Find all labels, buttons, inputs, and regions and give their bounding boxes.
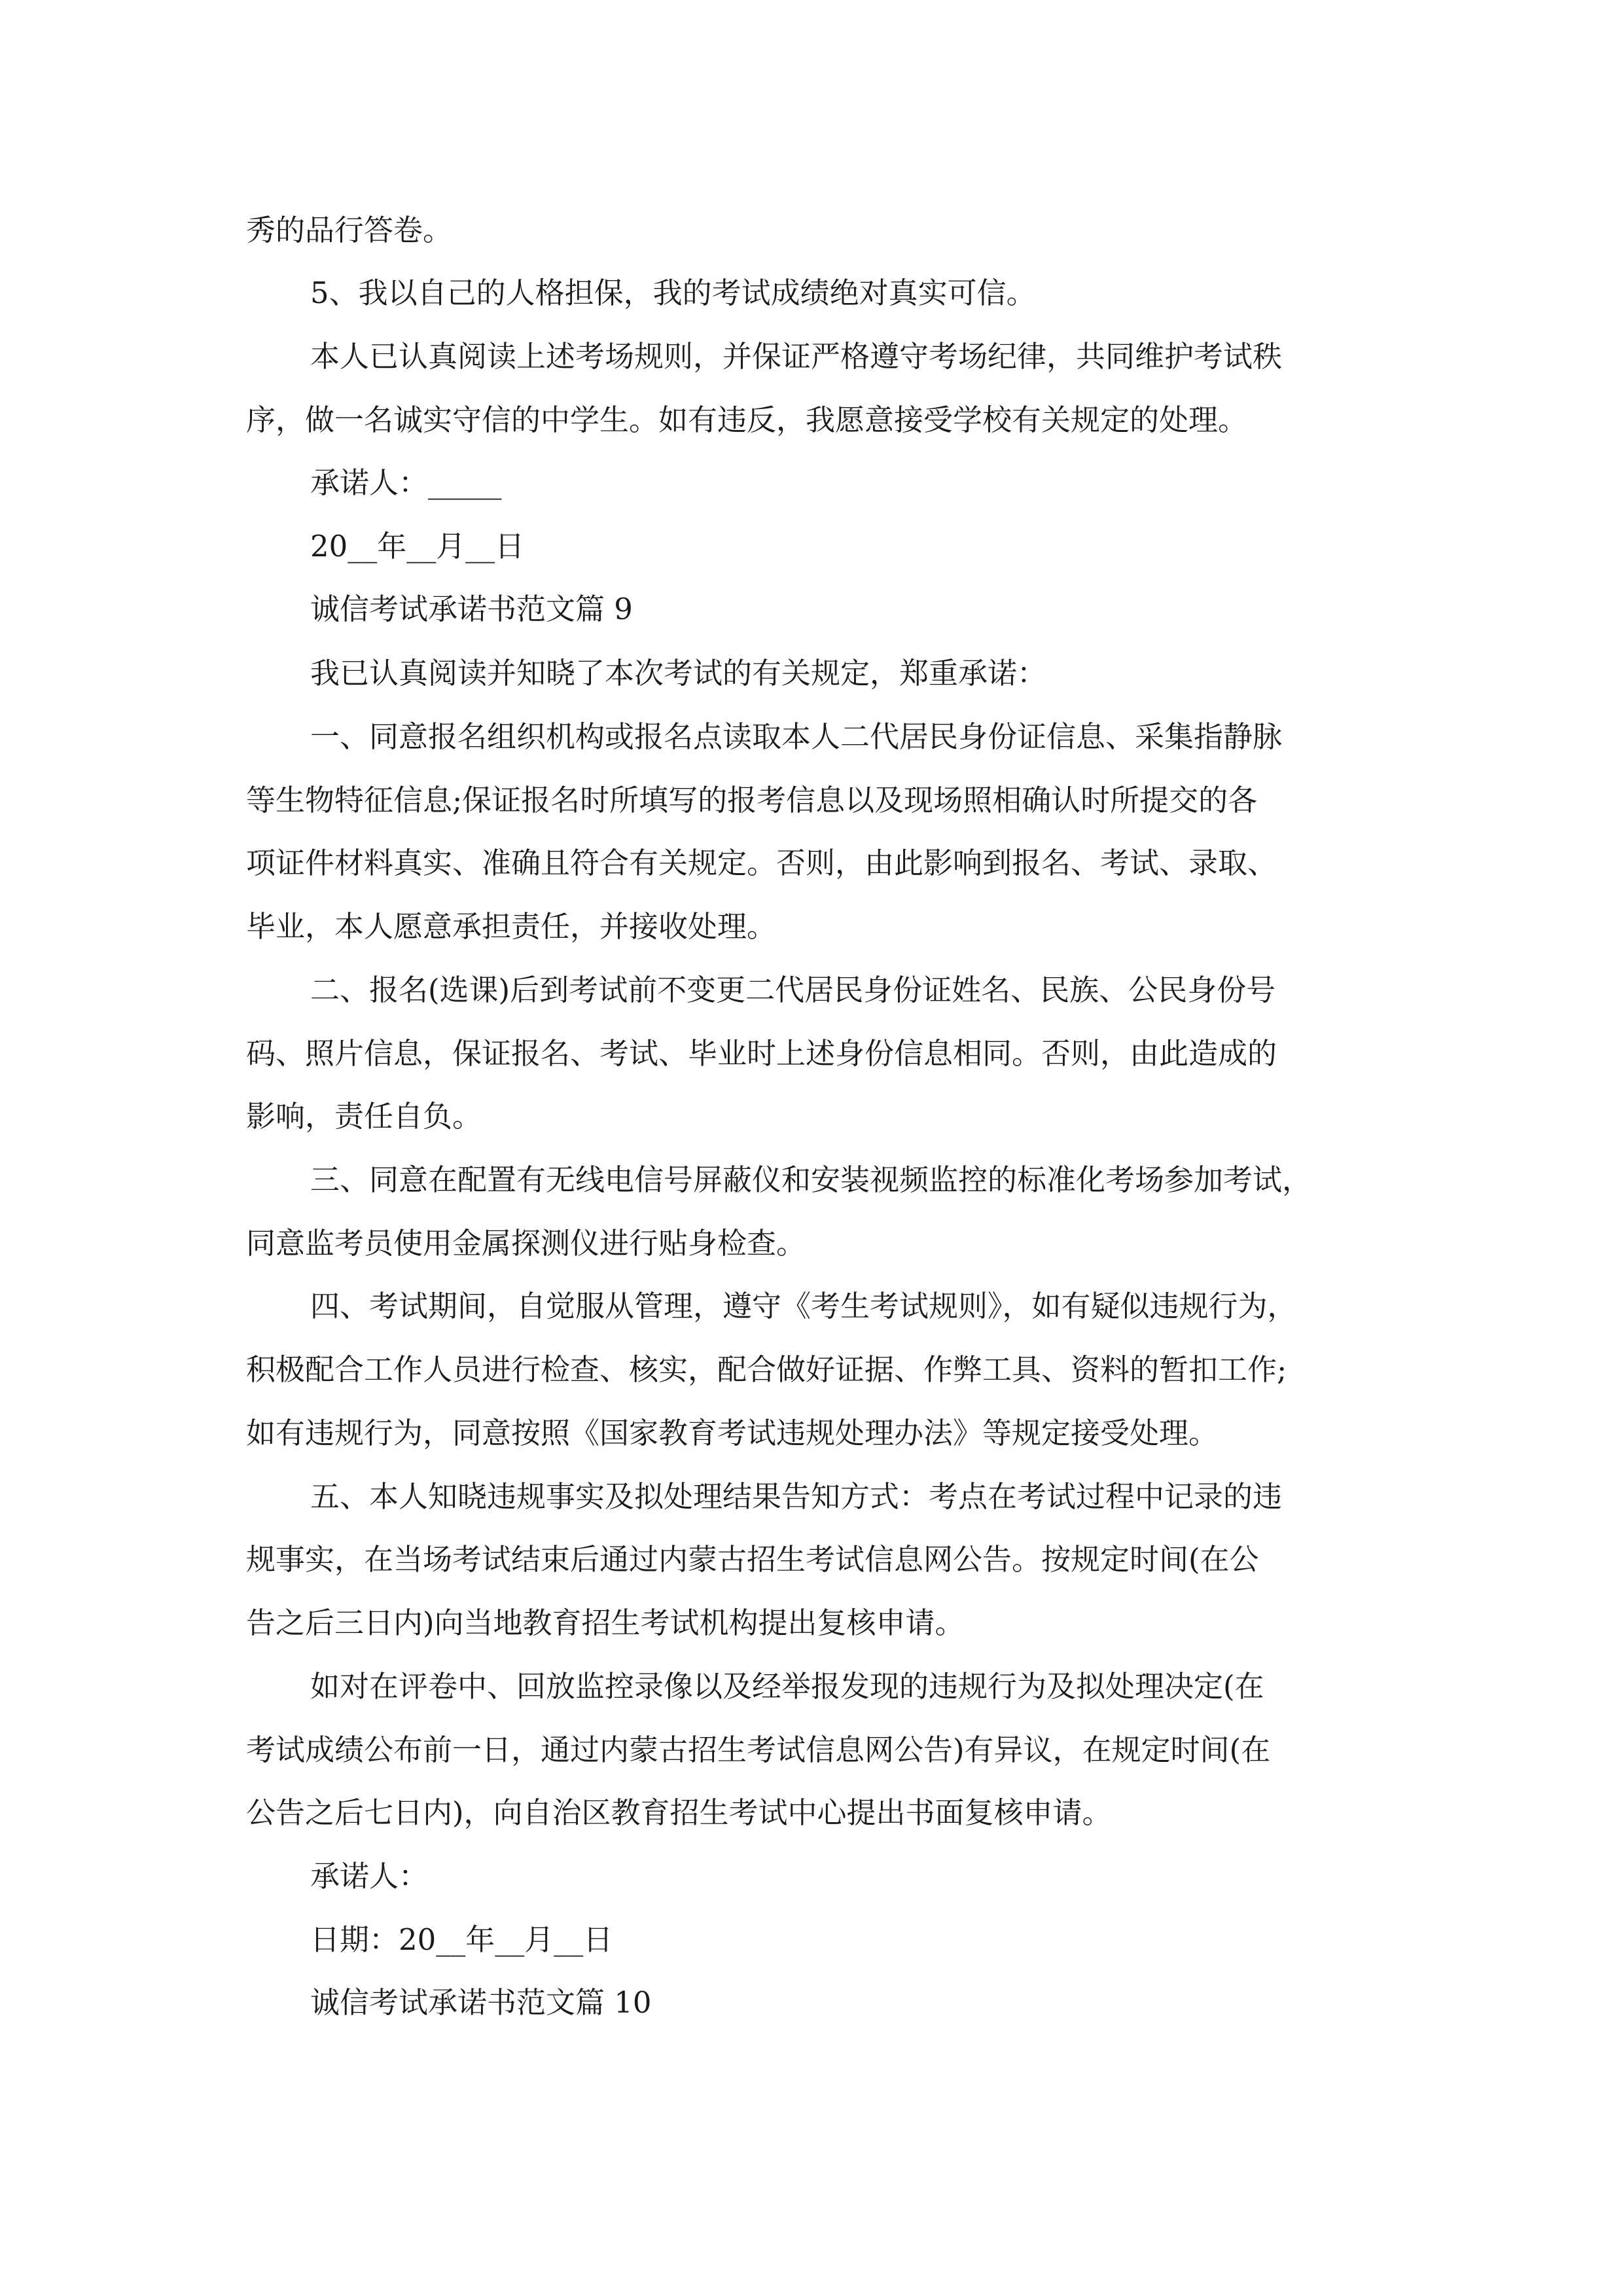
text-line: 项证件材料真实、准确且符合有关规定。否则，由此影响到报名、考试、录取、 [246,846,1277,880]
date-line: 日期：20__年__月__日 [310,1922,613,1957]
text-line: 三、同意在配置有无线电信号屏蔽仪和安装视频监控的标准化考场参加考试， [310,1162,1312,1197]
text-line: 二、报名(选课)后到考试前不变更二代居民身份证姓名、民族、公民身份号 [310,973,1276,1007]
text-line: 一、同意报名组织机构或报名点读取本人二代居民身份证信息、采集指静脉 [310,719,1283,754]
text-line: 毕业，本人愿意承担责任，并接收处理。 [246,909,777,944]
text-line: 本人已认真阅读上述考场规则，并保证严格遵守考场纪律，共同维护考试秩 [310,339,1283,374]
text-line: 我已认真阅读并知晓了本次考试的有关规定，郑重承诺： [310,656,1047,691]
text-line: 等生物特征信息;保证报名时所填写的报考信息以及现场照相确认时所提交的各 [246,783,1258,817]
text-line: 公告之后七日内)，向自治区教育招生考试中心提出书面复核申请。 [246,1795,1112,1830]
section-title: 诚信考试承诺书范文篇 9 [310,592,633,626]
text-line: 如有违规行为，同意按照《国家教育考试违规处理办法》等规定接受处理。 [246,1416,1219,1450]
text-line: 五、本人知晓违规事实及拟处理结果告知方式：考点在考试过程中记录的违 [310,1479,1283,1514]
text-line: 秀的品行答卷。 [246,213,453,247]
text-line: 告之后三日内)向当地教育招生考试机构提出复核申请。 [246,1605,965,1640]
section-title: 诚信考试承诺书范文篇 10 [310,1985,652,2020]
text-line: 5、我以自己的人格担保，我的考试成绩绝对真实可信。 [310,276,1036,310]
text-line: 规事实，在当场考试结束后通过内蒙古招生考试信息网公告。按规定时间(在公 [246,1542,1259,1577]
text-line: 四、考试期间，自觉服从管理，遵守《考生考试规则》，如有疑似违规行为， [310,1289,1297,1323]
signature-line: 承诺人： [310,1859,429,1893]
date-line: 20__年__月__日 [310,529,525,564]
text-line: 考试成绩公布前一日，通过内蒙古招生考试信息网公告)有异议，在规定时间(在 [246,1732,1271,1767]
text-line: 积极配合工作人员进行检查、核实，配合做好证据、作弊工具、资料的暂扣工作; [246,1352,1287,1387]
signature-line: 承诺人：_____ [310,465,502,500]
text-line: 序，做一名诚实守信的中学生。如有违反，我愿意接受学校有关规定的处理。 [246,403,1248,437]
text-line: 码、照片信息，保证报名、考试、毕业时上述身份信息相同。否则，由此造成的 [246,1036,1277,1071]
text-line: 影响，责任自负。 [246,1099,482,1134]
text-line: 如对在评卷中、回放监控录像以及经举报发现的违规行为及拟处理决定(在 [310,1669,1264,1704]
text-line: 同意监考员使用金属探测仪进行贴身检查。 [246,1226,806,1261]
